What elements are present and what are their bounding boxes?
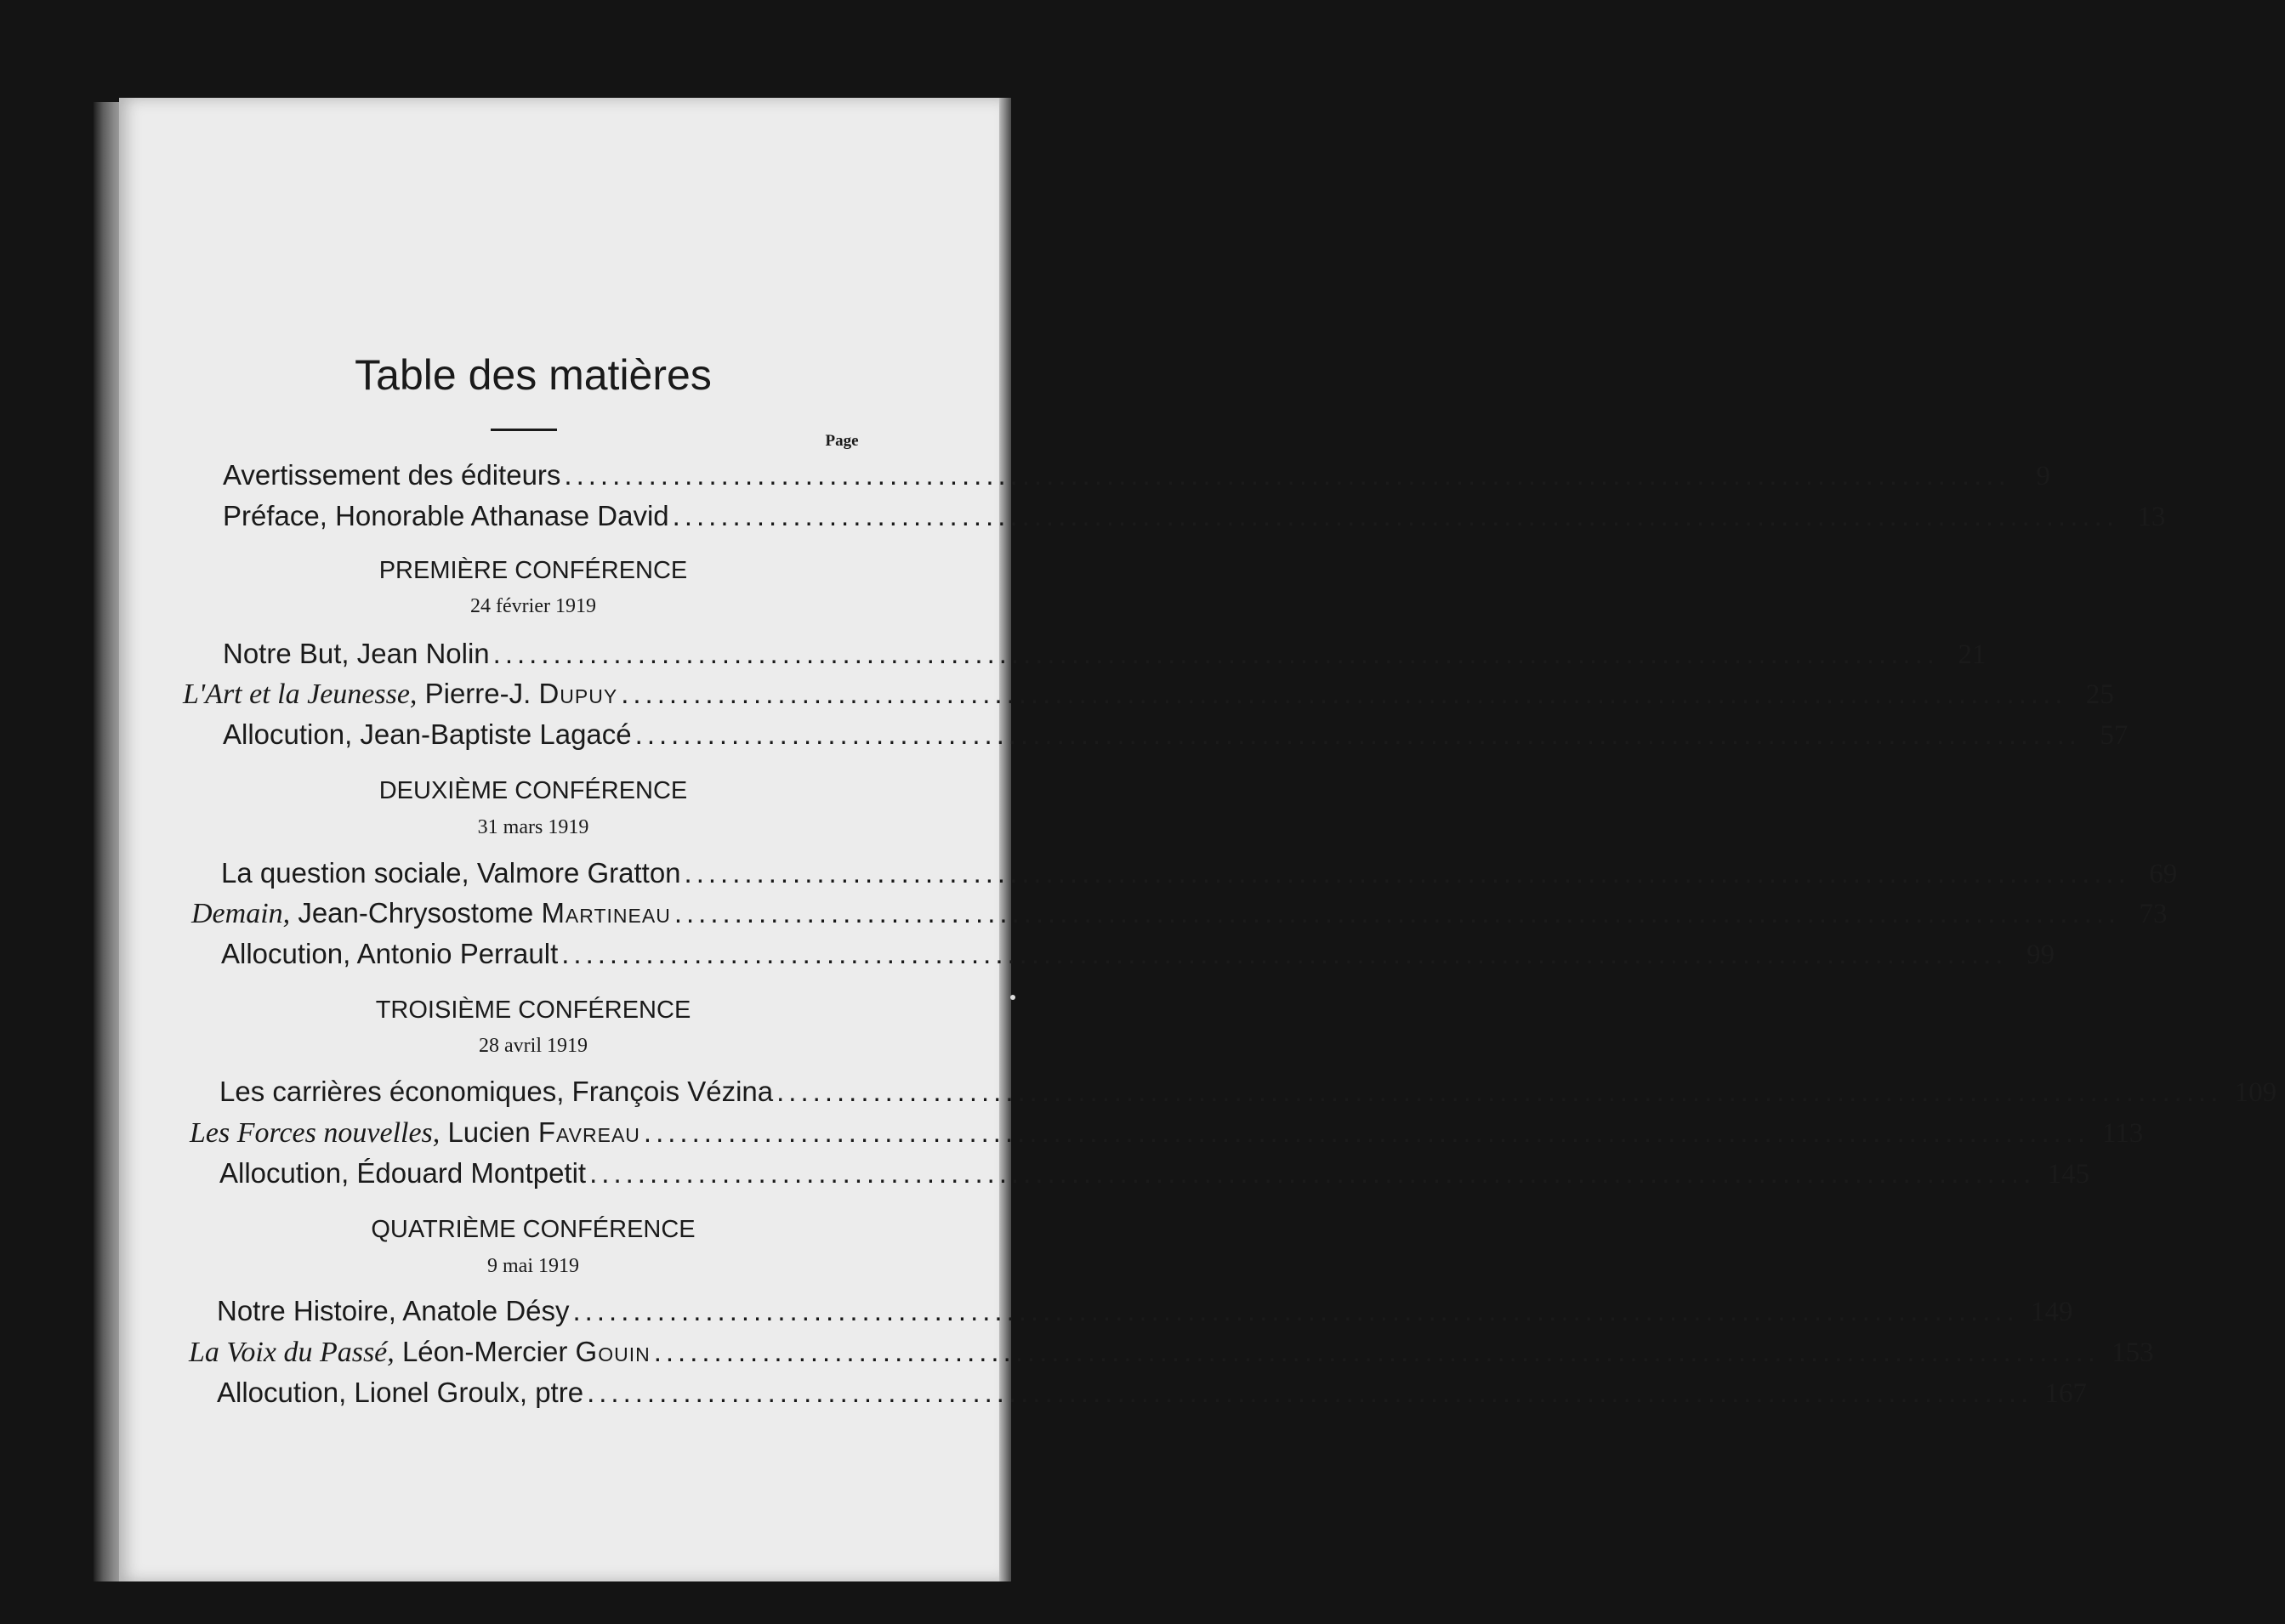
entry-plain: Léon-Mercier <box>394 1336 576 1367</box>
leader-dots: ........................................................................................................................ <box>674 897 2121 928</box>
toc-entry <box>189 1336 2154 1373</box>
entry-author-sc: Favreau <box>537 1116 640 1148</box>
leader-dots: ........................................................................................................................ <box>589 1157 2036 1189</box>
leader-dots: ........................................................................................................................ <box>572 1295 2019 1326</box>
toc-entry <box>183 678 2114 715</box>
leader-dots: ........................................................................................................................ <box>653 1336 2100 1367</box>
entry-page: 69 <box>2149 859 2178 889</box>
leader-dots: ........................................................................................................................ <box>672 500 2118 531</box>
toc-entry <box>223 459 2050 497</box>
entry-text <box>223 638 490 671</box>
entry-text <box>217 1295 570 1328</box>
leader-dots: ........................................................................................................................ <box>492 638 1939 669</box>
leader-dots: ........................................................................................................................ <box>561 938 2008 969</box>
section-heading: DEUXIÈME CONFÉRENCE <box>378 777 688 804</box>
entry-plain: Allocution, Lionel Groulx, ptre <box>217 1377 584 1408</box>
leader-dots: ........................................................................................................................ <box>643 1116 2090 1148</box>
section-date: 24 février 1919 <box>470 595 596 617</box>
entry-text <box>223 718 632 752</box>
entry-page: 73 <box>2139 899 2168 929</box>
entry-text <box>191 897 671 930</box>
entry-italic-title: Demain, <box>191 898 291 929</box>
leader-dots: ........................................................................................................................ <box>684 857 2130 889</box>
section-heading: QUATRIÈME CONFÉRENCE <box>371 1216 696 1243</box>
toc-entry <box>223 500 2166 537</box>
entry-page: 21 <box>1958 639 1987 670</box>
section-date: 9 mai 1919 <box>487 1255 579 1277</box>
entry-text: Avertissement des éditeurs <box>223 459 561 491</box>
entry-plain: Allocution, Édouard Montpetit <box>219 1157 587 1189</box>
toc-entry <box>191 897 2168 934</box>
entry-text <box>217 1377 583 1410</box>
leader-dots: ........................................................................................................................ <box>634 718 2081 750</box>
entry-author-sc: Martineau <box>541 897 671 928</box>
entry-page: 25 <box>2085 679 2114 710</box>
entry-text: Préface, Honorable Athanase David <box>223 500 669 531</box>
page-column-label: Page <box>825 432 859 450</box>
entry-italic-title: Les Forces nouvelles, <box>190 1117 441 1149</box>
entry-plain: Allocution, Jean-Baptiste Lagacé <box>223 718 632 750</box>
leader-dots: ........................................................................................................................ <box>621 678 2067 709</box>
entry-page: 153 <box>2112 1337 2154 1368</box>
entry-page: 109 <box>2234 1077 2277 1108</box>
entry-page: 145 <box>2047 1159 2090 1190</box>
leader-dots: ........................................................................................................................ <box>776 1076 2223 1107</box>
entry-italic-title: La Voix du Passé, <box>189 1337 395 1368</box>
entry-page: 99 <box>2026 940 2055 970</box>
title-rule <box>491 429 557 431</box>
toc-entry <box>221 857 2178 894</box>
entry-page: 167 <box>2044 1378 2088 1409</box>
toc-entry <box>219 1157 2090 1195</box>
section-date: 28 avril 1919 <box>479 1035 588 1057</box>
entry-plain: La question sociale, Valmore Gratton <box>221 857 681 889</box>
leader-dots: ........................................................................................................................ <box>564 459 2010 491</box>
leader-dots: ........................................................................................................................ <box>587 1377 2033 1408</box>
toc-entry <box>223 638 1987 675</box>
entry-author-sc: Dupuy <box>538 678 618 709</box>
entry-text <box>221 857 681 890</box>
entry-plain: Pierre-J. <box>417 678 539 709</box>
toc-entry <box>221 938 2055 975</box>
section-heading: TROISIÈME CONFÉRENCE <box>375 997 691 1024</box>
page-title: Table des matières <box>355 351 712 399</box>
entry-page: 9 <box>2036 461 2050 491</box>
entry-text <box>221 938 558 971</box>
entry-page: 13 <box>2137 502 2166 532</box>
entry-plain: Les carrières économiques, François Vézina <box>219 1076 774 1107</box>
entry-page: 149 <box>2030 1297 2073 1327</box>
toc-entry <box>190 1116 2144 1154</box>
entry-text <box>190 1116 640 1150</box>
entry-text <box>219 1076 773 1109</box>
entry-plain: Jean-Chrysostome <box>290 897 542 928</box>
entry-text <box>189 1336 651 1369</box>
entry-italic-title: L'Art et la Jeunesse, <box>183 679 418 710</box>
toc-entry <box>217 1377 2088 1414</box>
toc-entry <box>223 718 2129 756</box>
entry-text <box>183 678 617 711</box>
entry-plain: Lucien <box>440 1116 538 1148</box>
entry-plain: Notre But, Jean Nolin <box>223 638 490 669</box>
section-date: 31 mars 1919 <box>477 816 589 838</box>
entry-plain: Allocution, Antonio Perrault <box>221 938 559 969</box>
toc-entry <box>219 1076 2277 1113</box>
entry-plain: Notre Histoire, Anatole Désy <box>217 1295 570 1326</box>
entry-text <box>219 1157 586 1190</box>
toc-entry <box>217 1295 2073 1332</box>
section-heading: PREMIÈRE CONFÉRENCE <box>378 557 688 584</box>
entry-author-sc: Gouin <box>575 1336 651 1367</box>
entry-page: 113 <box>2102 1118 2144 1149</box>
entry-page: 57 <box>2100 720 2129 751</box>
